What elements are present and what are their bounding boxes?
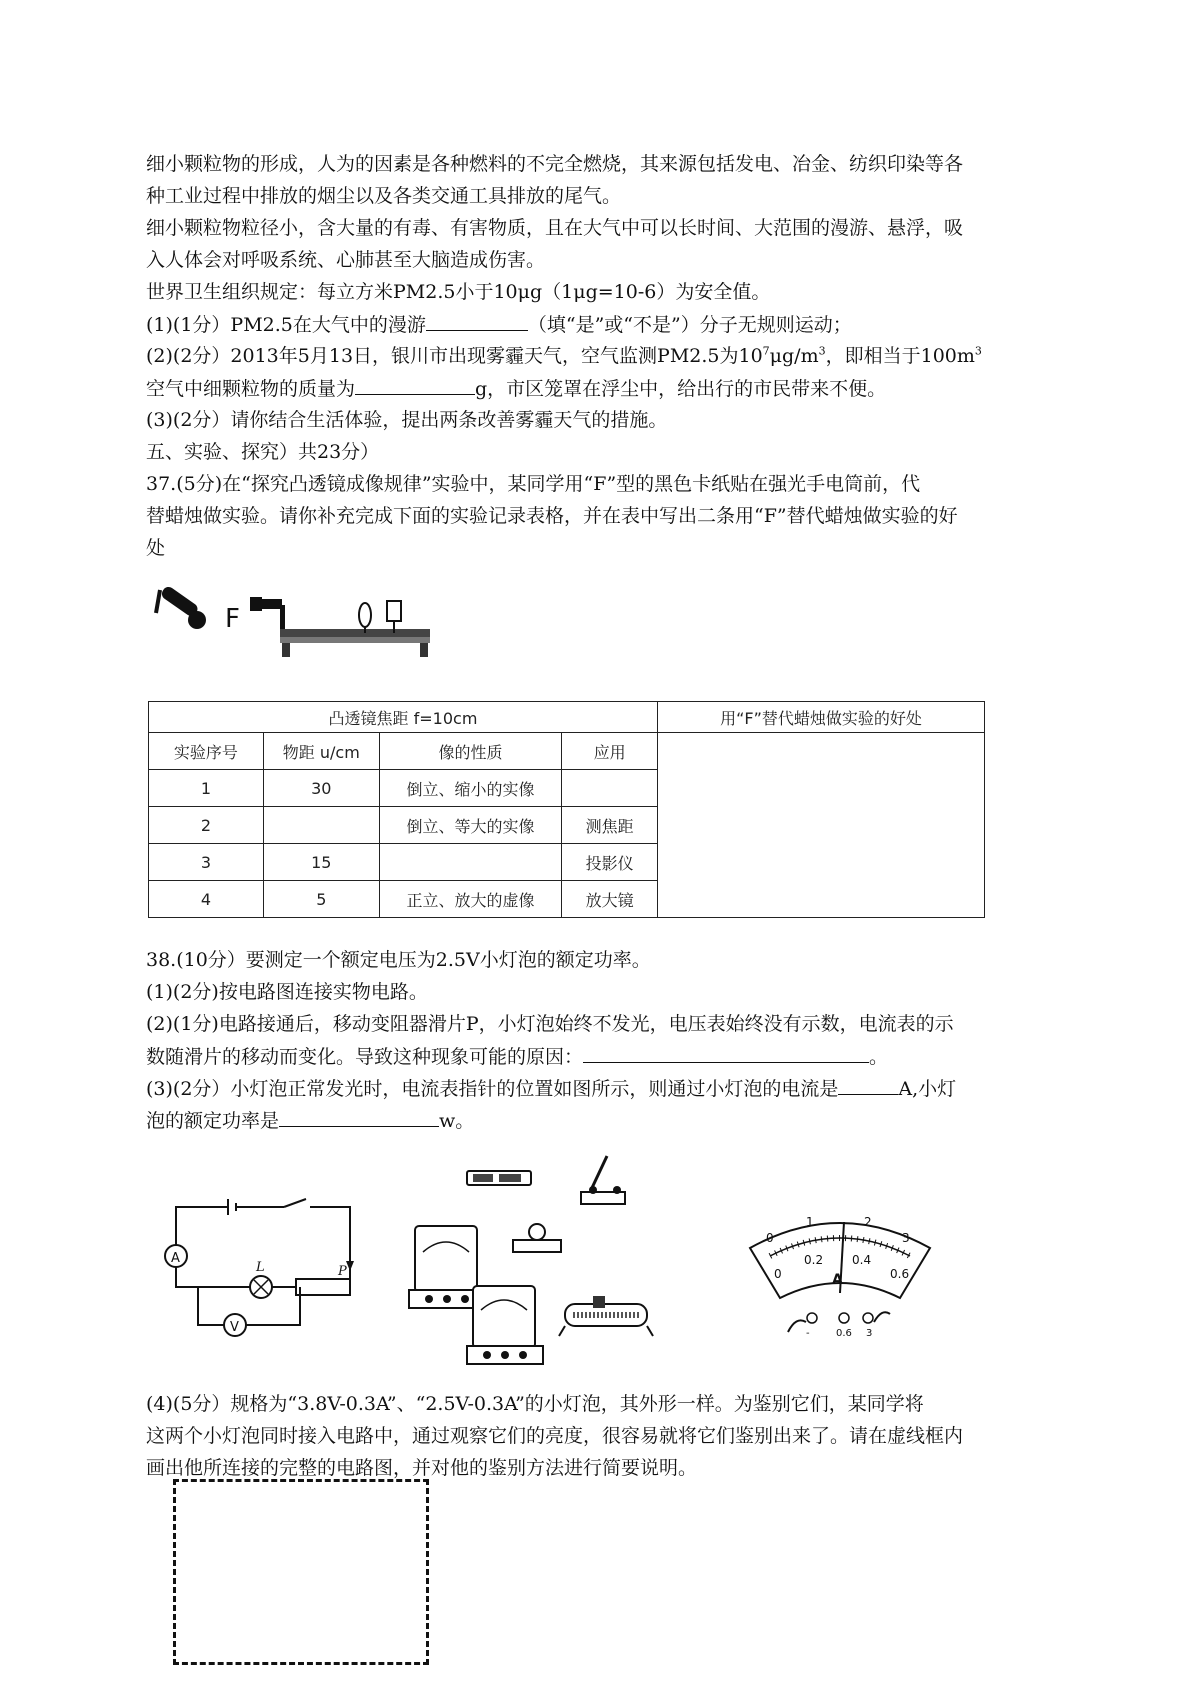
question-1-text: (1)(1分）PM2.5在大气中的漫游 (146, 314, 426, 336)
physical-components-figure (395, 1140, 695, 1375)
table-cell: 4 (149, 881, 264, 918)
table-header: 物距 u/cm (263, 733, 379, 770)
question-38-part-1: (1)(2分)按电路图连接实物电路。 (146, 981, 428, 1003)
table-cell: 投影仪 (562, 844, 658, 881)
dial-tick-label: 0.6 (890, 1267, 910, 1281)
table-cell: 倒立、缩小的实像 (379, 770, 561, 807)
paragraph-line: 种工业过程中排放的烟尘以及各类交通工具排放的尾气。 (146, 185, 622, 207)
table-title: 凸透镜焦距 f=10cm (149, 702, 658, 733)
table-title-advantage: 用“F”替代蜡烛做实验的好处 (657, 702, 984, 733)
dial-tick-label: 3 (902, 1231, 910, 1245)
exponent: 7 (762, 344, 770, 358)
question-2-text: 空气中细颗粒物的质量为 (146, 378, 356, 400)
question-text: 。 (869, 1046, 889, 1068)
question-37: 替蜡烛做实验。请你补充完成下面的实验记录表格，并在表中写出二条用“F”替代蜡烛做实验的好 (146, 505, 958, 527)
terminal-label: 3 (866, 1328, 873, 1338)
question-37: 处 (146, 537, 166, 559)
table-cell: 测焦距 (562, 807, 658, 844)
question-37: 37.(5分)在“探究凸透镜成像规律”实验中，某同学用“F”型的黑色卡纸贴在强光手电筒前，代 (146, 473, 921, 495)
table-cell: 15 (263, 844, 379, 881)
table-header: 像的性质 (379, 733, 561, 770)
question-2-text: ，即相当于100m (825, 345, 975, 367)
circuit-drawing-box[interactable] (173, 1479, 429, 1665)
table-header: 实验序号 (149, 733, 264, 770)
question-38-part-4: 这两个小灯泡同时接入电路中，通过观察它们的亮度，很容易就将它们鉴别出来了。请在虚线框内 (146, 1425, 964, 1447)
question-text: w。 (439, 1110, 475, 1132)
answer-blank[interactable] (583, 1044, 869, 1063)
question-text: 数随滑片的移动而变化。导致这种现象可能的原因： (146, 1046, 584, 1068)
table-cell-blank[interactable] (379, 844, 561, 881)
voltmeter-device-icon (467, 1286, 543, 1364)
ammeter-label: A (171, 1251, 180, 1266)
question-38-part-2: (2)(1分)电路接通后，移动变阻器滑片P，小灯泡始终不发光，电压表始终没有示数，电流表的示 (146, 1013, 954, 1035)
voltmeter-label: V (230, 1320, 239, 1335)
answer-blank[interactable] (279, 1108, 439, 1127)
bulb-holder-icon (513, 1224, 561, 1252)
paragraph-line: 世界卫生组织规定：每立方米PM2.5小于10μg（1μg=10-6）为安全值。 (146, 281, 771, 303)
dial-unit-label: A (832, 1272, 843, 1288)
experiment-table (148, 701, 985, 918)
ammeter-dial-figure (740, 1198, 940, 1338)
answer-blank[interactable] (355, 376, 475, 395)
question-38-part-3 (146, 1076, 956, 1101)
table-cell: 1 (149, 770, 264, 807)
question-1 (146, 312, 852, 337)
question-text: 泡的额定功率是 (146, 1110, 280, 1132)
table-cell: 30 (263, 770, 379, 807)
lamp-label: L (256, 1260, 265, 1275)
table-header: 应用 (562, 733, 658, 770)
f-letter-label: F (225, 604, 240, 634)
paragraph-line: 细小颗粒物粒径小，含大量的有毒、有害物质，且在大气中可以长时间、大范围的漫游、悬浮，吸 (146, 217, 964, 239)
question-2-continued (146, 376, 886, 401)
table-cell-blank[interactable] (263, 807, 379, 844)
answer-blank[interactable] (838, 1076, 898, 1095)
optical-bench-figure (150, 585, 450, 665)
question-2-text: μg/m (769, 345, 819, 367)
table-cell: 2 (149, 807, 264, 844)
table-cell: 正立、放大的虚像 (379, 881, 561, 918)
switch-icon (581, 1156, 625, 1204)
question-2-text: g，市区笼罩在浮尘中，给出行的市民带来不便。 (475, 378, 887, 400)
dial-tick-label: 0 (774, 1267, 782, 1281)
terminal-icon (807, 1313, 817, 1323)
dial-tick-label: 0.4 (852, 1253, 872, 1267)
terminal-label: - (806, 1328, 810, 1338)
terminal-icon (863, 1313, 873, 1323)
question-3: (3)(2分）请你结合生活体验，提出两条改善雾霾天气的措施。 (146, 409, 668, 431)
table-cell: 3 (149, 844, 264, 881)
table-cell-blank[interactable] (562, 770, 658, 807)
question-text: A,小灯 (898, 1078, 957, 1100)
question-38-part-3 (146, 1108, 474, 1133)
rheostat-icon (559, 1296, 653, 1336)
slider-label: P (338, 1264, 347, 1279)
question-2 (146, 344, 982, 368)
dial-tick-label: 0.2 (804, 1253, 824, 1267)
dial-tick-label: 2 (864, 1215, 872, 1229)
battery-icon (467, 1171, 531, 1185)
table-cell: 放大镜 (562, 881, 658, 918)
answer-blank[interactable] (426, 312, 528, 331)
question-2-text: (2)(2分）2013年5月13日，银川市出现雾霾天气，空气监测PM2.5为10 (146, 345, 763, 367)
flashlight-icon (156, 585, 206, 629)
table-cell: 5 (263, 881, 379, 918)
question-38: 38.(10分）要测定一个额定电压为2.5V小灯泡的额定功率。 (146, 949, 651, 971)
terminal-icon (839, 1313, 849, 1323)
question-38-part-2 (146, 1044, 888, 1069)
exponent: 3 (818, 344, 826, 358)
advantage-answer-cell[interactable] (657, 733, 984, 918)
section-heading: 五、实验、探究）共23分） (146, 441, 380, 463)
bench-icon (250, 597, 430, 657)
dial-tick-label: 0 (766, 1231, 774, 1245)
paragraph-line: 细小颗粒物的形成，人为的因素是各种燃料的不完全燃烧，其来源包括发电、冶金、纺织印染等各 (146, 153, 964, 175)
paragraph-line: 入人体会对呼吸系统、心肺甚至大脑造成伤害。 (146, 249, 546, 271)
question-38-part-4: 画出他所连接的完整的电路图，并对他的鉴别方法进行简要说明。 (146, 1457, 698, 1479)
question-1-text: （填“是”或“不是”）分子无规则运动； (527, 314, 852, 336)
exponent: 3 (974, 344, 982, 358)
dial-tick-label: 1 (806, 1215, 814, 1229)
circuit-diagram (160, 1195, 370, 1345)
table-cell: 倒立、等大的实像 (379, 807, 561, 844)
question-text: (3)(2分）小灯泡正常发光时，电流表指针的位置如图所示，则通过小灯泡的电流是 (146, 1078, 839, 1100)
terminal-label: 0.6 (836, 1328, 852, 1338)
question-38-part-4: (4)(5分）规格为“3.8V-0.3A”、“2.5V-0.3A”的小灯泡，其外形一样。为鉴别它们，某同学将 (146, 1393, 924, 1415)
